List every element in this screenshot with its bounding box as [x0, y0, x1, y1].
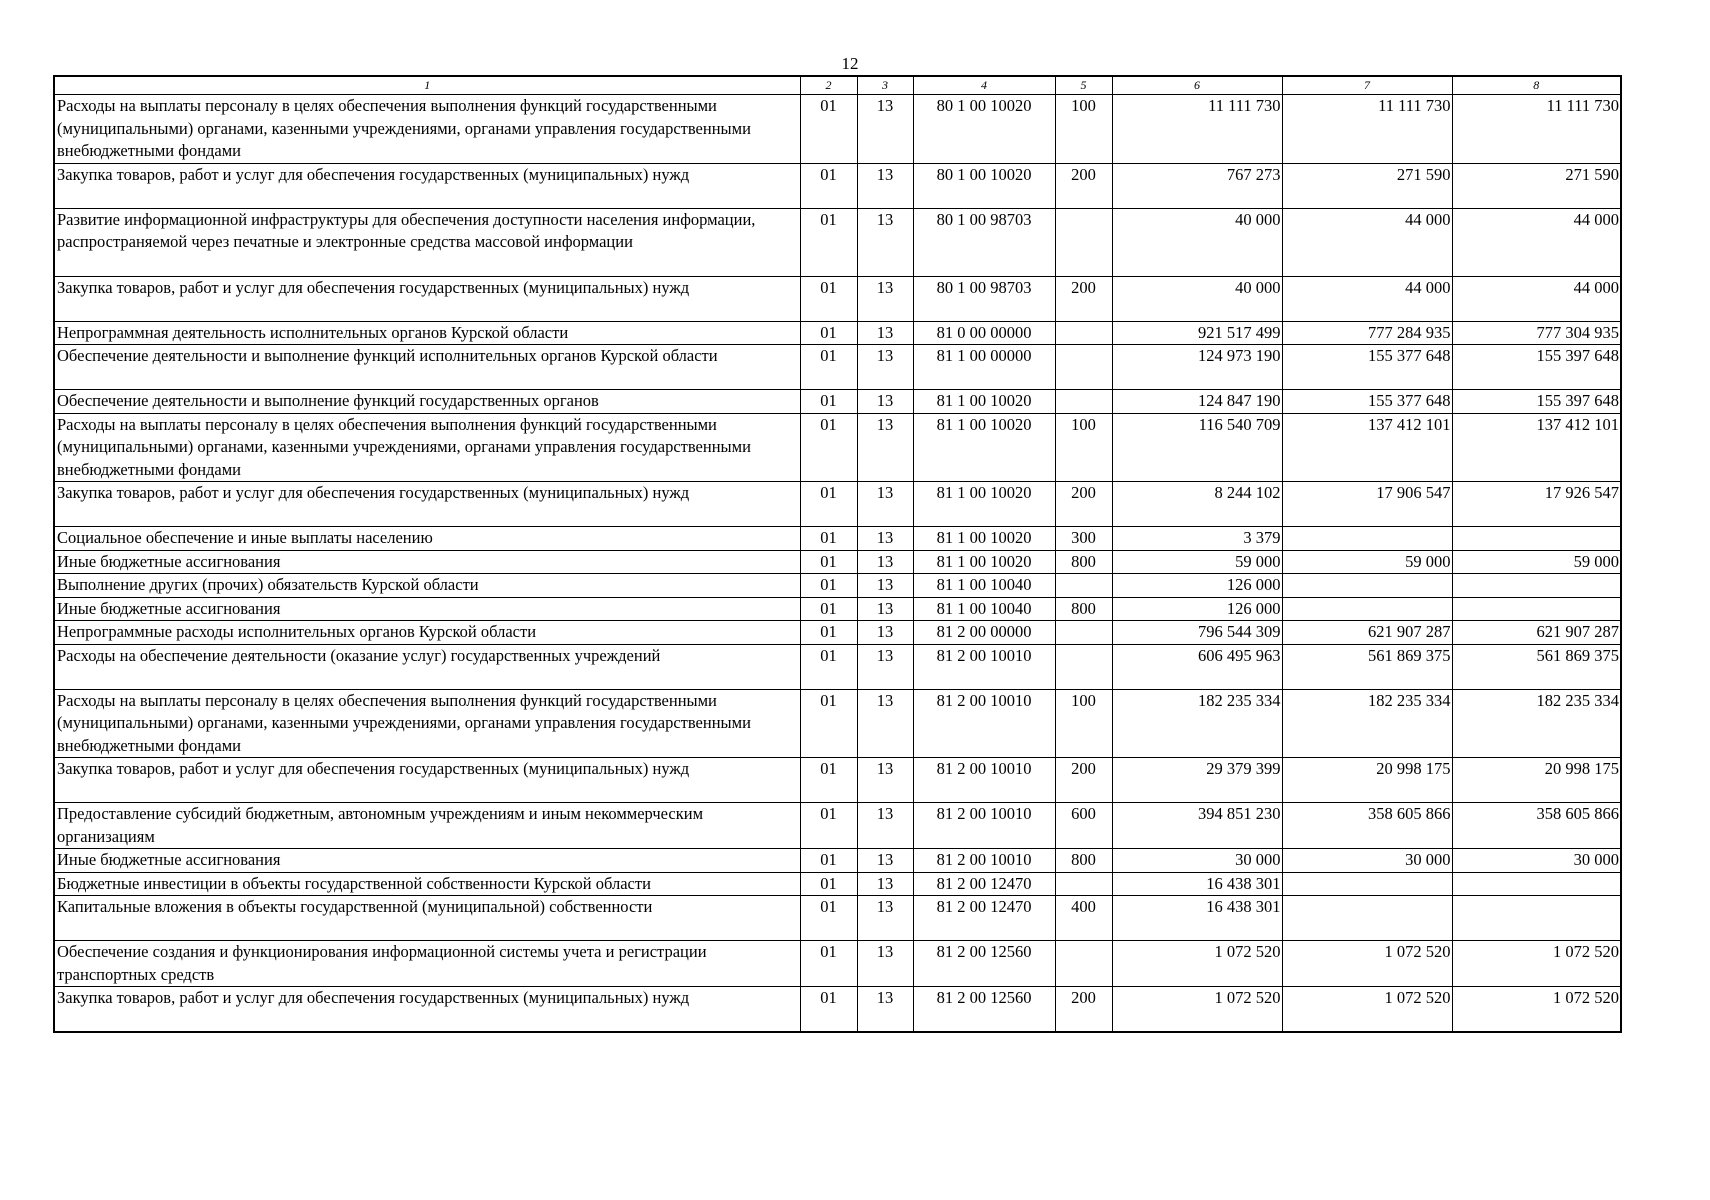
section-code: 01	[800, 95, 857, 164]
section-code: 01	[800, 872, 857, 896]
table-row	[54, 95, 1621, 164]
item-name: Предоставление субсидий бюджетным, автономным учреждениям и иным некоммерческим организациям	[54, 803, 800, 849]
item-name: Развитие информационной инфраструктуры для обеспечения доступности населения информации, распространяемой через печатные и электронные средства массовой информации	[54, 208, 800, 276]
table-row	[54, 482, 1621, 527]
table-row	[54, 941, 1621, 987]
amount-col-8: 137 412 101	[1452, 413, 1621, 482]
section-code: 01	[800, 849, 857, 873]
item-name: Закупка товаров, работ и услуг для обеспечения государственных (муниципальных) нужд	[54, 276, 800, 321]
amount-col-8: 358 605 866	[1452, 803, 1621, 849]
section-code: 01	[800, 597, 857, 621]
expense-type-code: 200	[1055, 987, 1112, 1033]
section-code: 01	[800, 276, 857, 321]
item-name: Закупка товаров, работ и услуг для обеспечения государственных (муниципальных) нужд	[54, 758, 800, 803]
page-number: 12	[841, 54, 859, 73]
amount-col-7: 1 072 520	[1282, 987, 1452, 1033]
item-name: Обеспечение деятельности и выполнение функций исполнительных органов Курской области	[54, 345, 800, 390]
target-article-code: 80 1 00 10020	[913, 163, 1055, 208]
amount-col-6: 16 438 301	[1112, 896, 1282, 941]
target-article-code: 81 2 00 10010	[913, 849, 1055, 873]
expense-type-code: 600	[1055, 803, 1112, 849]
amount-col-6: 116 540 709	[1112, 413, 1282, 482]
amount-col-8: 561 869 375	[1452, 644, 1621, 689]
expense-type-code: 200	[1055, 758, 1112, 803]
table-row	[54, 208, 1621, 276]
amount-col-6: 1 072 520	[1112, 987, 1282, 1033]
subsection-code: 13	[857, 758, 913, 803]
item-name: Непрограммная деятельность исполнительных органов Курской области	[54, 321, 800, 345]
item-name: Расходы на выплаты персоналу в целях обеспечения выполнения функций государственными (муниципальными) органами, казенными учреждениями, органами управления государственными внебюджетными фондами	[54, 413, 800, 482]
expense-type-code: 100	[1055, 95, 1112, 164]
amount-col-7: 621 907 287	[1282, 621, 1452, 645]
item-name: Обеспечение деятельности и выполнение функций государственных органов	[54, 390, 800, 414]
amount-col-7: 44 000	[1282, 276, 1452, 321]
table-row	[54, 527, 1621, 551]
amount-col-6: 40 000	[1112, 276, 1282, 321]
expense-type-code: 200	[1055, 482, 1112, 527]
amount-col-6: 796 544 309	[1112, 621, 1282, 645]
table-row	[54, 390, 1621, 414]
amount-col-7: 30 000	[1282, 849, 1452, 873]
target-article-code: 81 2 00 10010	[913, 689, 1055, 758]
target-article-code: 81 2 00 10010	[913, 803, 1055, 849]
target-article-code: 81 2 00 10010	[913, 644, 1055, 689]
amount-col-6: 767 273	[1112, 163, 1282, 208]
section-code: 01	[800, 163, 857, 208]
subsection-code: 13	[857, 321, 913, 345]
table-row	[54, 413, 1621, 482]
section-code: 01	[800, 987, 857, 1033]
section-code: 01	[800, 896, 857, 941]
subsection-code: 13	[857, 803, 913, 849]
column-header: 4	[913, 76, 1055, 95]
target-article-code: 81 1 00 10020	[913, 482, 1055, 527]
target-article-code: 81 1 00 10040	[913, 597, 1055, 621]
section-code: 01	[800, 390, 857, 414]
column-header: 8	[1452, 76, 1621, 95]
amount-col-7: 358 605 866	[1282, 803, 1452, 849]
section-code: 01	[800, 574, 857, 598]
section-code: 01	[800, 208, 857, 276]
table-row	[54, 896, 1621, 941]
section-code: 01	[800, 413, 857, 482]
item-name: Расходы на выплаты персоналу в целях обеспечения выполнения функций государственными (муниципальными) органами, казенными учреждениями, органами управления государственными внебюджетными фондами	[54, 689, 800, 758]
column-header: 3	[857, 76, 913, 95]
table-row	[54, 849, 1621, 873]
amount-col-8	[1452, 574, 1621, 598]
subsection-code: 13	[857, 482, 913, 527]
target-article-code: 80 1 00 10020	[913, 95, 1055, 164]
item-name: Расходы на выплаты персоналу в целях обеспечения выполнения функций государственными (муниципальными) органами, казенными учреждениями, органами управления государственными внебюджетными фондами	[54, 95, 800, 164]
amount-col-8: 621 907 287	[1452, 621, 1621, 645]
target-article-code: 81 1 00 10020	[913, 550, 1055, 574]
column-header: 5	[1055, 76, 1112, 95]
subsection-code: 13	[857, 95, 913, 164]
amount-col-6: 921 517 499	[1112, 321, 1282, 345]
section-code: 01	[800, 550, 857, 574]
column-header: 6	[1112, 76, 1282, 95]
target-article-code: 81 1 00 10020	[913, 527, 1055, 551]
item-name: Иные бюджетные ассигнования	[54, 550, 800, 574]
item-name: Непрограммные расходы исполнительных органов Курской области	[54, 621, 800, 645]
amount-col-7	[1282, 872, 1452, 896]
expense-type-code: 100	[1055, 413, 1112, 482]
table-row	[54, 597, 1621, 621]
target-article-code: 81 2 00 12560	[913, 987, 1055, 1033]
target-article-code: 81 2 00 00000	[913, 621, 1055, 645]
item-name: Социальное обеспечение и иные выплаты населению	[54, 527, 800, 551]
item-name: Закупка товаров, работ и услуг для обеспечения государственных (муниципальных) нужд	[54, 482, 800, 527]
subsection-code: 13	[857, 527, 913, 551]
expense-type-code: 100	[1055, 689, 1112, 758]
target-article-code: 81 2 00 12470	[913, 896, 1055, 941]
expense-type-code: 200	[1055, 276, 1112, 321]
amount-col-6: 124 847 190	[1112, 390, 1282, 414]
target-article-code: 81 2 00 10010	[913, 758, 1055, 803]
header-row	[54, 76, 1621, 95]
target-article-code: 81 1 00 10020	[913, 413, 1055, 482]
subsection-code: 13	[857, 849, 913, 873]
subsection-code: 13	[857, 872, 913, 896]
target-article-code: 81 1 00 10040	[913, 574, 1055, 598]
target-article-code: 81 2 00 12470	[913, 872, 1055, 896]
amount-col-7: 777 284 935	[1282, 321, 1452, 345]
amount-col-8: 777 304 935	[1452, 321, 1621, 345]
amount-col-6: 606 495 963	[1112, 644, 1282, 689]
amount-col-8: 44 000	[1452, 276, 1621, 321]
amount-col-8: 155 397 648	[1452, 390, 1621, 414]
table-row	[54, 758, 1621, 803]
subsection-code: 13	[857, 941, 913, 987]
amount-col-7: 1 072 520	[1282, 941, 1452, 987]
amount-col-7: 59 000	[1282, 550, 1452, 574]
amount-col-8: 17 926 547	[1452, 482, 1621, 527]
amount-col-8: 30 000	[1452, 849, 1621, 873]
item-name: Выполнение других (прочих) обязательств Курской области	[54, 574, 800, 598]
column-header: 7	[1282, 76, 1452, 95]
expense-type-code	[1055, 574, 1112, 598]
amount-col-8: 182 235 334	[1452, 689, 1621, 758]
target-article-code: 81 2 00 12560	[913, 941, 1055, 987]
subsection-code: 13	[857, 644, 913, 689]
amount-col-7: 155 377 648	[1282, 345, 1452, 390]
table-row	[54, 689, 1621, 758]
expense-type-code	[1055, 390, 1112, 414]
amount-col-6: 3 379	[1112, 527, 1282, 551]
amount-col-6: 59 000	[1112, 550, 1282, 574]
expense-type-code	[1055, 208, 1112, 276]
expense-type-code	[1055, 321, 1112, 345]
section-code: 01	[800, 689, 857, 758]
section-code: 01	[800, 941, 857, 987]
amount-col-6: 16 438 301	[1112, 872, 1282, 896]
section-code: 01	[800, 621, 857, 645]
budget-table	[53, 75, 1622, 1033]
amount-col-6: 126 000	[1112, 597, 1282, 621]
amount-col-8: 44 000	[1452, 208, 1621, 276]
table-row	[54, 276, 1621, 321]
amount-col-6: 394 851 230	[1112, 803, 1282, 849]
expense-type-code: 400	[1055, 896, 1112, 941]
expense-type-code	[1055, 941, 1112, 987]
expense-type-code: 200	[1055, 163, 1112, 208]
item-name: Капитальные вложения в объекты государственной (муниципальной) собственности	[54, 896, 800, 941]
amount-col-7	[1282, 527, 1452, 551]
column-header: 1	[54, 76, 800, 95]
amount-col-7: 11 111 730	[1282, 95, 1452, 164]
amount-col-8: 271 590	[1452, 163, 1621, 208]
amount-col-8: 1 072 520	[1452, 941, 1621, 987]
subsection-code: 13	[857, 390, 913, 414]
amount-col-8: 11 111 730	[1452, 95, 1621, 164]
item-name: Иные бюджетные ассигнования	[54, 597, 800, 621]
subsection-code: 13	[857, 163, 913, 208]
expense-type-code: 800	[1055, 849, 1112, 873]
expense-type-code	[1055, 872, 1112, 896]
item-name: Закупка товаров, работ и услуг для обеспечения государственных (муниципальных) нужд	[54, 987, 800, 1033]
target-article-code: 81 1 00 10020	[913, 390, 1055, 414]
table-row	[54, 574, 1621, 598]
amount-col-7: 182 235 334	[1282, 689, 1452, 758]
subsection-code: 13	[857, 276, 913, 321]
target-article-code: 80 1 00 98703	[913, 208, 1055, 276]
amount-col-7	[1282, 896, 1452, 941]
amount-col-8	[1452, 527, 1621, 551]
table-row	[54, 644, 1621, 689]
item-name: Обеспечение создания и функционирования информационной системы учета и регистрации транспортных средств	[54, 941, 800, 987]
amount-col-8	[1452, 597, 1621, 621]
table-row	[54, 803, 1621, 849]
column-header: 2	[800, 76, 857, 95]
table-body	[54, 95, 1621, 1033]
amount-col-6: 124 973 190	[1112, 345, 1282, 390]
table-row	[54, 621, 1621, 645]
amount-col-6: 29 379 399	[1112, 758, 1282, 803]
expense-type-code	[1055, 644, 1112, 689]
target-article-code: 81 0 00 00000	[913, 321, 1055, 345]
table-row	[54, 550, 1621, 574]
section-code: 01	[800, 803, 857, 849]
subsection-code: 13	[857, 987, 913, 1033]
section-code: 01	[800, 482, 857, 527]
amount-col-6: 1 072 520	[1112, 941, 1282, 987]
section-code: 01	[800, 758, 857, 803]
amount-col-7: 561 869 375	[1282, 644, 1452, 689]
subsection-code: 13	[857, 550, 913, 574]
amount-col-8	[1452, 896, 1621, 941]
amount-col-7: 155 377 648	[1282, 390, 1452, 414]
amount-col-8: 155 397 648	[1452, 345, 1621, 390]
section-code: 01	[800, 321, 857, 345]
expense-type-code: 300	[1055, 527, 1112, 551]
amount-col-6: 11 111 730	[1112, 95, 1282, 164]
target-article-code: 81 1 00 00000	[913, 345, 1055, 390]
table-row	[54, 987, 1621, 1033]
subsection-code: 13	[857, 689, 913, 758]
amount-col-8: 20 998 175	[1452, 758, 1621, 803]
amount-col-7	[1282, 597, 1452, 621]
section-code: 01	[800, 644, 857, 689]
amount-col-7: 271 590	[1282, 163, 1452, 208]
subsection-code: 13	[857, 345, 913, 390]
expense-type-code: 800	[1055, 550, 1112, 574]
subsection-code: 13	[857, 597, 913, 621]
subsection-code: 13	[857, 621, 913, 645]
subsection-code: 13	[857, 208, 913, 276]
section-code: 01	[800, 527, 857, 551]
amount-col-6: 182 235 334	[1112, 689, 1282, 758]
item-name: Бюджетные инвестиции в объекты государственной собственности Курской области	[54, 872, 800, 896]
amount-col-8	[1452, 872, 1621, 896]
expense-type-code	[1055, 345, 1112, 390]
amount-col-7: 137 412 101	[1282, 413, 1452, 482]
expense-type-code: 800	[1055, 597, 1112, 621]
subsection-code: 13	[857, 896, 913, 941]
amount-col-8: 59 000	[1452, 550, 1621, 574]
table-row	[54, 163, 1621, 208]
amount-col-6: 126 000	[1112, 574, 1282, 598]
table-row	[54, 345, 1621, 390]
subsection-code: 13	[857, 574, 913, 598]
item-name: Расходы на обеспечение деятельности (оказание услуг) государственных учреждений	[54, 644, 800, 689]
subsection-code: 13	[857, 413, 913, 482]
amount-col-7: 17 906 547	[1282, 482, 1452, 527]
amount-col-7	[1282, 574, 1452, 598]
table-row	[54, 321, 1621, 345]
amount-col-6: 30 000	[1112, 849, 1282, 873]
budget-table-container	[53, 75, 1620, 1033]
item-name: Закупка товаров, работ и услуг для обеспечения государственных (муниципальных) нужд	[54, 163, 800, 208]
item-name: Иные бюджетные ассигнования	[54, 849, 800, 873]
target-article-code: 80 1 00 98703	[913, 276, 1055, 321]
amount-col-6: 8 244 102	[1112, 482, 1282, 527]
amount-col-7: 44 000	[1282, 208, 1452, 276]
amount-col-8: 1 072 520	[1452, 987, 1621, 1033]
expense-type-code	[1055, 621, 1112, 645]
amount-col-7: 20 998 175	[1282, 758, 1452, 803]
table-row	[54, 872, 1621, 896]
section-code: 01	[800, 345, 857, 390]
amount-col-6: 40 000	[1112, 208, 1282, 276]
